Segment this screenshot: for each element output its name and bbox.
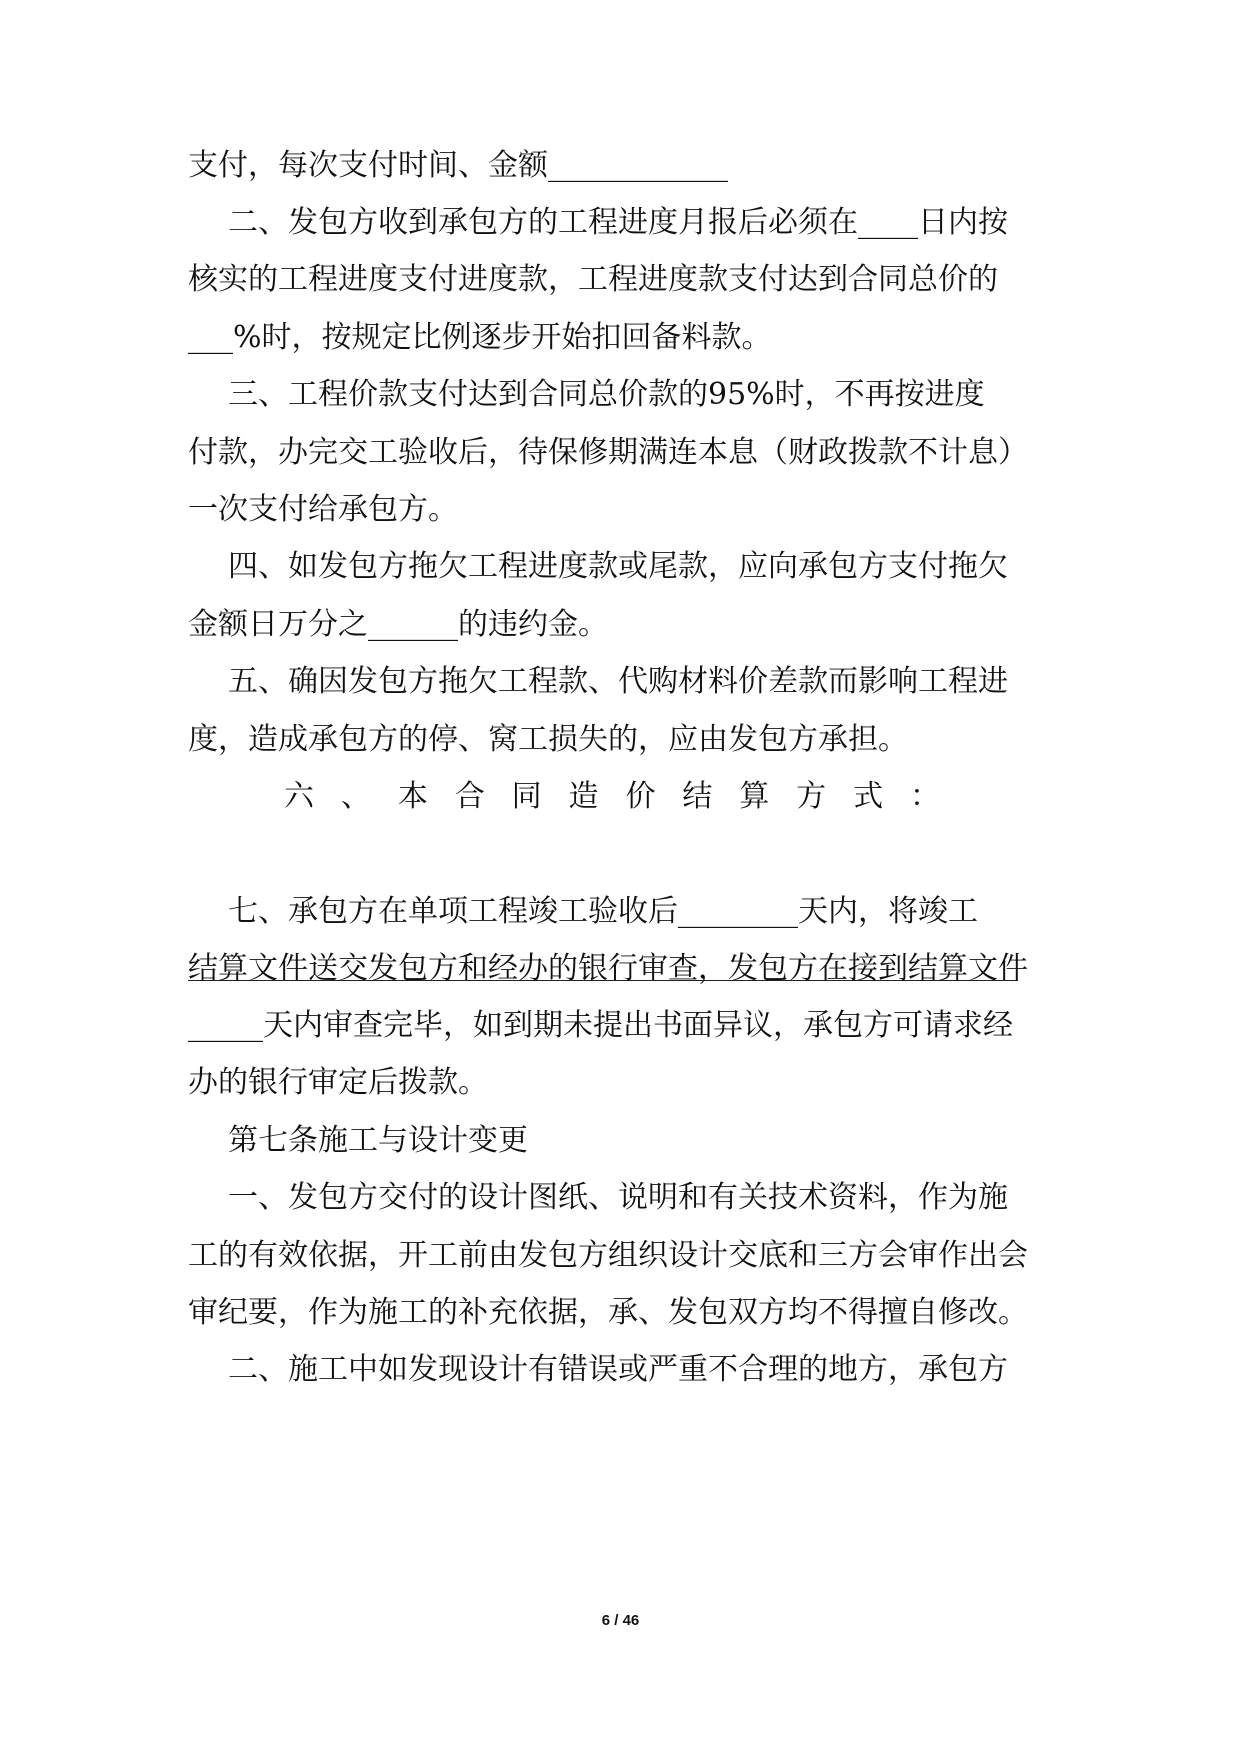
text-line: 二、发包方收到承包方的工程进度月报后必须在____日内按 — [228, 205, 1008, 240]
text-line: 五、确因发包方拖欠工程款、代购材料价差款而影响工程进 — [228, 664, 1008, 699]
text-line: 二、施工中如发现设计有错误或严重不合理的地方，承包方 — [228, 1352, 1008, 1387]
text-line: ___%时，按规定比例逐步开始扣回备料款。 — [188, 320, 772, 355]
text-line: 金额日万分之______的违约金。 — [188, 607, 608, 642]
text-line: 一次支付给承包方。 — [188, 492, 458, 527]
text-line: 办的银行审定后拨款。 — [188, 1065, 488, 1100]
text-line: 度，造成承包方的停、窝工损失的，应由发包方承担。 — [188, 722, 908, 757]
article-heading: 第七条施工与设计变更 — [228, 1123, 528, 1158]
text-line: 工的有效依据，开工前由发包方组织设计交底和三方会审作出会 — [188, 1238, 1028, 1273]
page-number: 6 / 46 — [601, 1612, 640, 1629]
text-line: 三、工程价款支付达到合同总价款的95%时，不再按进度 — [228, 377, 985, 412]
text-line: 审纪要，作为施工的补充依据，承、发包双方均不得擅自修改。 — [188, 1295, 1028, 1330]
text-line: 结算文件送交发包方和经办的银行审查，发包方在接到结算文件 — [188, 951, 1028, 986]
text-line: 支付，每次支付时间、金额____________ — [188, 148, 728, 183]
text-line: 一、发包方交付的设计图纸、说明和有关技术资料，作为施 — [228, 1180, 1008, 1215]
text-line: 四、如发包方拖欠工程进度款或尾款，应向承包方支付拖欠 — [228, 549, 1008, 584]
section-heading-settlement: 六、本合同造价结算方式： — [284, 779, 940, 814]
text-line: _____天内审查完毕，如到期未提出书面异议，承包方可请求经 — [188, 1008, 1013, 1043]
text-line: 付款，办完交工验收后，待保修期满连本息（财政拨款不计息） — [188, 435, 1028, 470]
text-line: 核实的工程进度支付进度款，工程进度款支付达到合同总价的 — [188, 262, 998, 297]
text-line: 七、承包方在单项工程竣工验收后________天内，将竣工 — [228, 894, 978, 929]
